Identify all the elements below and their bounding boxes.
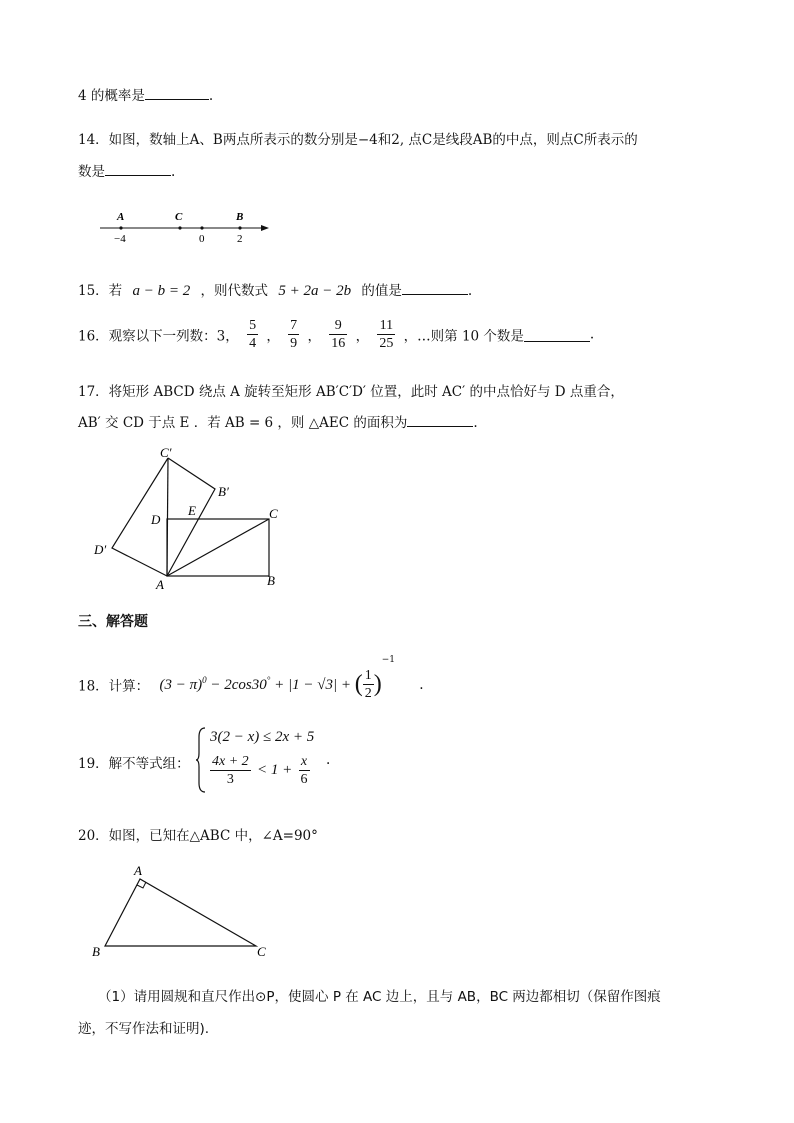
- inequality-2: $\frac{4x + 2}{3}$ < 1 + $\frac{x}{6}$: [212, 754, 308, 787]
- q17-line2: AB′ 交 CD 于点 E ．若 AB = 6 ，则 △AEC 的面积为 .: [78, 415, 478, 431]
- label-a: A: [134, 863, 142, 878]
- q18-expression: $(3 - \pi)^0 - 2\cos 30^\circ + |1 - √3|$ +: [159, 675, 355, 693]
- q13-line: 4 的概率是 .: [78, 88, 214, 104]
- label-a: A: [156, 577, 164, 592]
- right-triangle-figure: [88, 862, 278, 962]
- answer-blank[interactable]: [407, 413, 473, 427]
- circle-symbol: ⊙: [255, 989, 267, 1005]
- axis-arrow-icon: [261, 225, 269, 231]
- tick-label-2: 2: [237, 233, 243, 245]
- label-c: C: [175, 211, 183, 223]
- q20-line: 20．如图，已知在△ABC 中，∠A=90°: [78, 828, 318, 844]
- label-d: D: [151, 512, 161, 527]
- point-a: [119, 226, 122, 229]
- fraction-half: $\frac{1}{2}$: [364, 668, 372, 701]
- q16-line: 16．观察以下一列数：3， $\frac{5}{4}$ ， $\frac{7}{9}$ ， $\frac{9}{16}$ ， $\frac{11}{25}$ ，…则第 10 个数是 .: [78, 318, 595, 351]
- answer-blank[interactable]: [524, 328, 590, 342]
- q18-line: 18．计算： $(3 - \pi)^0 - 2\cos 30^\circ + |1 - √3|$ + ( $\frac{1}{2}$ )$^{-1}$ .: [78, 655, 424, 701]
- section-heading: 三、解答题: [78, 614, 148, 630]
- q13-prefix: 4 的概率是: [78, 88, 145, 104]
- inequality-1: 3(2 − x) ≤ 2x + 5: [210, 729, 315, 745]
- answer-blank[interactable]: [402, 281, 468, 295]
- label-b: B: [92, 944, 100, 959]
- q19-prefix: 19．解不等式组：: [78, 756, 190, 772]
- fraction: $\frac{5}{4}$: [249, 318, 257, 351]
- label-c-prime: C′: [160, 445, 172, 460]
- q15-condition: a − b = 2: [132, 283, 191, 299]
- q17-line1: 17．将矩形 ABCD 绕点 A 旋转至矩形 AB′C′D′ 位置，此时 AC′ 的中点恰好与 D 点重合，: [78, 384, 624, 400]
- answer-blank[interactable]: [145, 86, 209, 100]
- number-line-figure: [95, 205, 275, 245]
- tick-label-0: 0: [199, 233, 205, 245]
- system-brace-icon: [196, 727, 206, 793]
- label-b: B: [236, 211, 244, 223]
- label-d-prime: D′: [94, 542, 107, 557]
- label-c: C: [269, 506, 278, 521]
- rectangle-rotation-figure: [85, 440, 300, 595]
- q20-sub1-line1: （1）请用圆规和直尺作出⊙P，使圆心 P 在 AC 边上，且与 AB，BC 两边都相切（保留作图痕: [98, 989, 661, 1005]
- label-b: B: [267, 573, 275, 588]
- answer-blank[interactable]: [105, 162, 171, 176]
- q15-expression: 5 + 2a − 2b: [278, 283, 352, 299]
- point-b: [238, 226, 241, 229]
- label-c: C: [257, 944, 266, 959]
- label-a: A: [117, 211, 125, 223]
- label-b-prime: B′: [218, 484, 229, 499]
- triangle-abc: [105, 879, 256, 946]
- q15-line: 15．若 a − b = 2 ，则代数式 5 + 2a − 2b 的值是 .: [78, 283, 473, 299]
- fraction: $\frac{7}{9}$: [290, 318, 298, 351]
- fraction: $\frac{9}{16}$: [331, 318, 346, 351]
- point-c: [178, 226, 181, 229]
- q20-sub1-line2: 迹，不写作法和证明).: [78, 1021, 210, 1037]
- q14-line2: 数是 .: [78, 164, 176, 180]
- origin-point: [200, 226, 203, 229]
- tick-label-neg4: −4: [114, 233, 126, 245]
- label-e: E: [188, 503, 196, 518]
- q14-line1: 14．如图，数轴上A、B两点所表示的数分别是−4和2, 点C是线段AB的中点，则点C所表示的: [78, 132, 638, 148]
- fraction: $\frac{11}{25}$: [379, 318, 394, 351]
